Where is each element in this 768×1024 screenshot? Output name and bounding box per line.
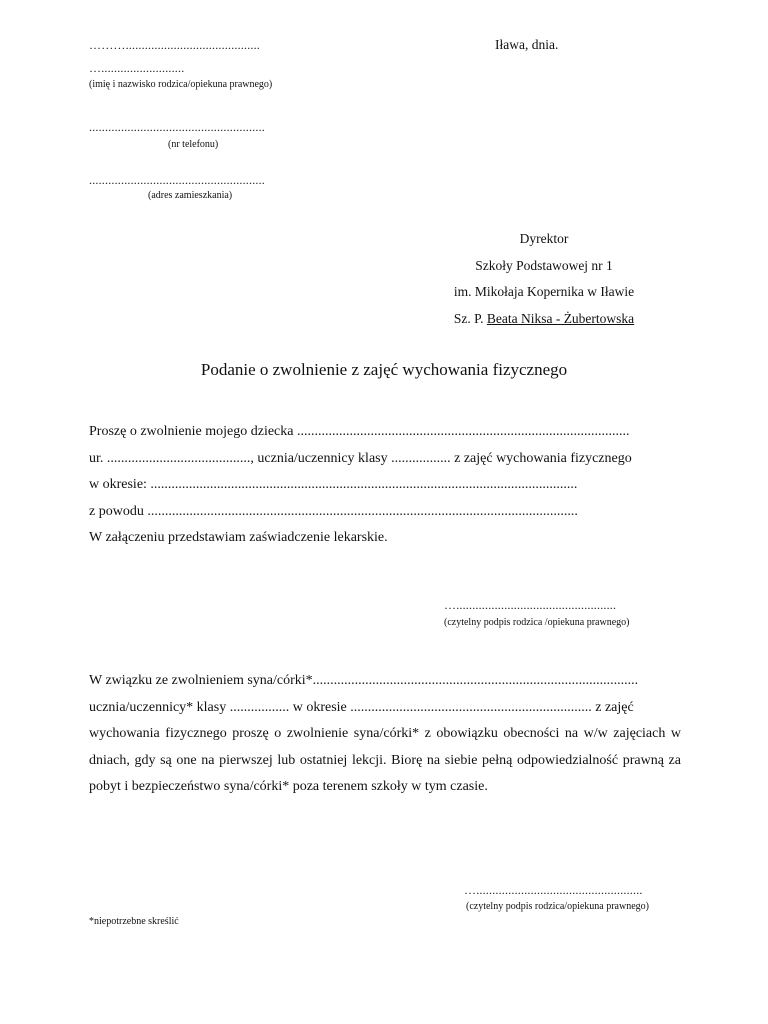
second-section: [89, 668, 681, 801]
recipient-name: Beata Niksa - Żubertowska: [486, 310, 635, 326]
recipient-name-line: [430, 306, 658, 333]
recipient-prefix: Sz. P.: [453, 310, 487, 326]
second-child-line: W związku ze zwolnieniem syna/córki*.............................................................................................: [89, 673, 639, 688]
parent-name-dots-2: …..........................: [89, 61, 185, 75]
place-date: Iława, dnia.: [495, 37, 559, 52]
recipient-title: Dyrektor: [519, 231, 569, 246]
second-paragraph: wychowania fizycznego proszę o zwolnienie syna/córki* z obowiązku obecności na w/w zajęciach w dniach, gdy są one na pierwszej lub ostatniej lekcji. Biorę na siebie pełną odpowiedzialność prawną za pobyt i bezpieczeństwo syna/córki* poza terenem szkoły w tym czasie.: [89, 726, 681, 794]
request-reason-line: z powodu ...........................................................................................................................: [89, 503, 578, 519]
address-label: (adres zamieszkania): [148, 190, 233, 201]
recipient-patron: im. Mikołaja Kopernika w Iławie: [453, 284, 635, 299]
document-title: Podanie o zwolnienie z zajęć wychowania fizycznego: [200, 360, 568, 379]
footnote: *niepotrzebne skreślić: [89, 916, 179, 927]
phone-label: (nr telefonu): [168, 139, 219, 150]
request-attachment-line: W załączeniu przedstawiam zaświadczenie lekarskie.: [89, 530, 388, 545]
address-dots: .......................................................: [89, 173, 265, 187]
request-section: [89, 419, 681, 552]
signature-2-dots: …....................................................: [464, 883, 643, 897]
phone-dots: .......................................................: [89, 120, 265, 134]
parent-name-label: (imię i nazwisko rodzica/opiekuna prawnego): [89, 79, 273, 90]
recipient-school: Szkoły Podstawowej nr 1: [475, 257, 613, 273]
recipient-block: [430, 226, 658, 332]
request-child-line: Proszę o zwolnienie mojego dziecka ...............................................................................................: [89, 424, 630, 439]
request-class-line: ur. ........................................., ucznia/uczennicy klasy ................. z zajęć wychowania fizycznego: [89, 450, 632, 466]
signature-2-label: (czytelny podpis rodzica/opiekuna prawnego): [466, 901, 649, 912]
request-period-line: w okresie: ..........................................................................................................................: [89, 477, 578, 492]
second-class-line: ucznia/uczennicy* klasy ................. w okresie ..................................................................... z zajęć: [89, 699, 634, 715]
signature-1-dots: …..................................................: [444, 598, 617, 612]
signature-1-label: (czytelny podpis rodzica /opiekuna prawnego): [444, 617, 630, 628]
parent-name-dots-1: ………..........................................: [89, 38, 260, 52]
